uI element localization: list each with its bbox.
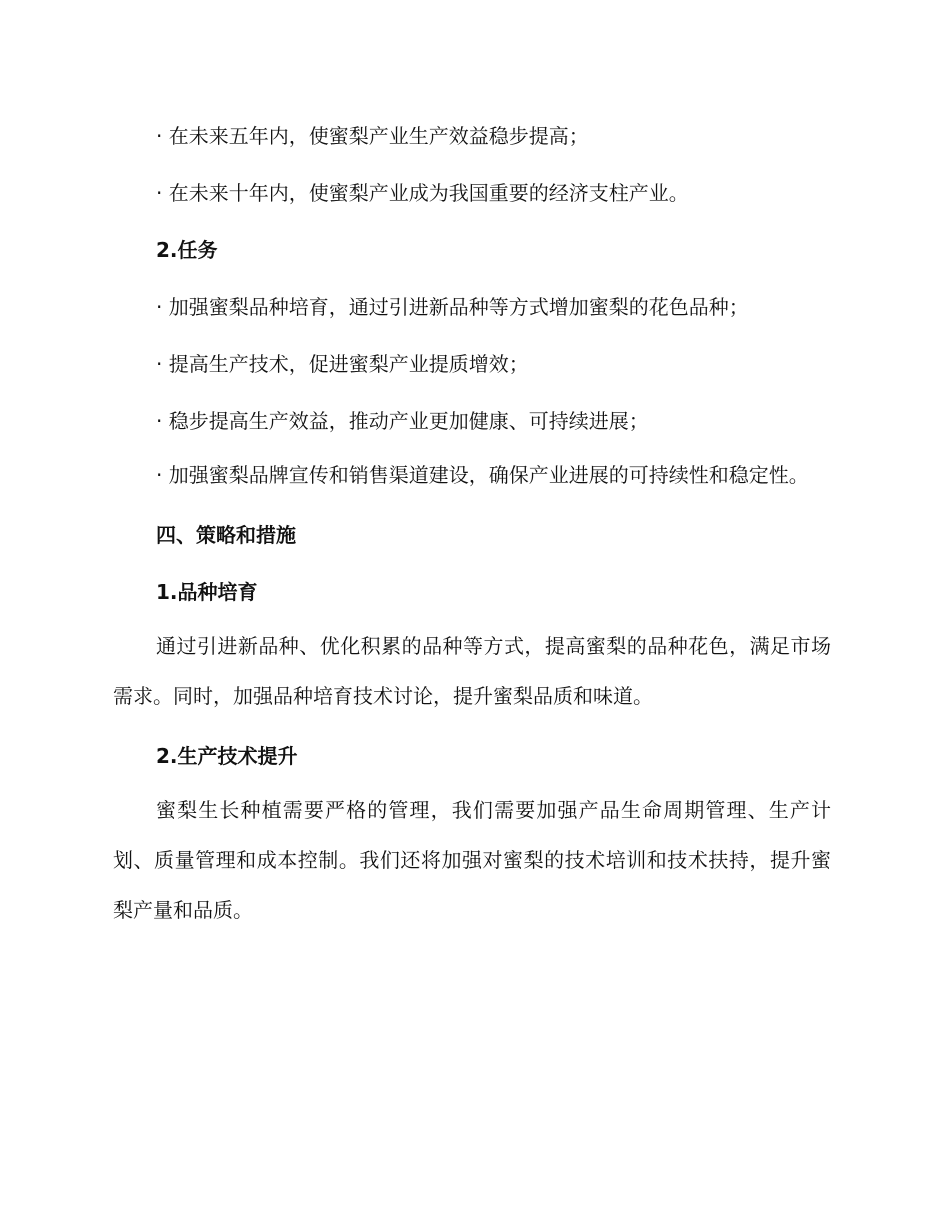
goal-item-1: · 在未来五年内，使蜜梨产业生产效益稳步提高；	[156, 124, 589, 148]
task-item-2: · 提高生产技术，促进蜜梨产业提质增效；	[156, 352, 529, 376]
task-item-1: · 加强蜜梨品种培育，通过引进新品种等方式增加蜜梨的花色品种；	[156, 295, 749, 319]
section-4-heading: 四、策略和措施	[156, 523, 296, 547]
goal-item-2: · 在未来十年内，使蜜梨产业成为我国重要的经济支柱产业。	[156, 181, 689, 205]
task-item-4: · 加强蜜梨品牌宣传和销售渠道建设，确保产业进展的可持续性和稳定性。	[156, 463, 809, 487]
subsection-2-paragraph: 蜜梨生长种植需要严格的管理，我们需要加强产品生命周期管理、生产计划、质量管理和成本控制。我们还将加强对蜜梨的技术培训和技术扶持，提升蜜梨产量和品质。	[113, 798, 831, 922]
task-item-3: · 稳步提高生产效益，推动产业更加健康、可持续进展；	[156, 409, 649, 433]
subsection-2-heading: 2.生产技术提升	[156, 744, 298, 768]
tasks-heading: 2.任务	[156, 238, 218, 262]
subsection-1-paragraph: 通过引进新品种、优化积累的品种等方式，提高蜜梨的品种花色，满足市场需求。同时，加强品种培育技术讨论，提升蜜梨品质和味道。	[113, 634, 831, 708]
subsection-1-heading: 1.品种培育	[156, 580, 258, 604]
document-body	[113, 108, 831, 942]
